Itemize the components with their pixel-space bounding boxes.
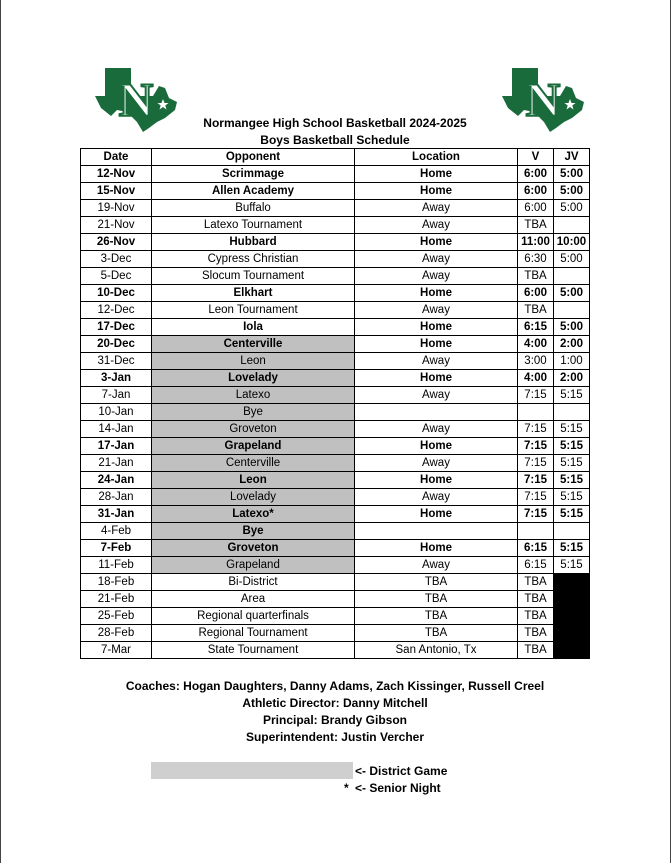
cell-location: Home [355, 166, 518, 183]
cell-opponent: Iola [152, 319, 355, 336]
cell-jv-time: 5:00 [554, 183, 590, 200]
cell-jv-time: 5:15 [554, 489, 590, 506]
cell-varsity-time: 6:00 [518, 183, 554, 200]
cell-location: Away [355, 302, 518, 319]
cell-opponent: Lovelady [152, 489, 355, 506]
cell-jv-time: 5:15 [554, 421, 590, 438]
cell-location: Home [355, 285, 518, 302]
table-row [81, 625, 590, 642]
cell-varsity-time: 3:00 [518, 353, 554, 370]
cell-varsity-time: 11:00 [518, 234, 554, 251]
cell-date: 5-Dec [81, 268, 152, 285]
cell-date: 12-Nov [81, 166, 152, 183]
cell-jv-time [554, 302, 590, 319]
superintendent-line: Superintendent: Justin Vercher [245, 730, 425, 744]
cell-jv-time: 5:15 [554, 455, 590, 472]
table-row [81, 506, 590, 523]
cell-jv-time: 5:15 [554, 472, 590, 489]
cell-date: 7-Jan [81, 387, 152, 404]
cell-opponent: Buffalo [152, 200, 355, 217]
cell-opponent: State Tournament [152, 642, 355, 659]
cell-jv-time: 2:00 [554, 370, 590, 387]
cell-date: 31-Dec [81, 353, 152, 370]
cell-varsity-time: TBA [518, 268, 554, 285]
column-header-varsity: V [518, 149, 554, 166]
cell-date: 28-Feb [81, 625, 152, 642]
cell-varsity-time: 6:30 [518, 251, 554, 268]
cell-varsity-time: 4:00 [518, 336, 554, 353]
cell-location: Away [355, 455, 518, 472]
table-row [81, 200, 590, 217]
column-header-date: Date [81, 149, 152, 166]
cell-jv-time: 5:15 [554, 438, 590, 455]
cell-date: 28-Jan [81, 489, 152, 506]
cell-jv-time: 5:00 [554, 166, 590, 183]
table-row [81, 387, 590, 404]
cell-date: 11-Feb [81, 557, 152, 574]
cell-varsity-time: TBA [518, 591, 554, 608]
schedule-table [80, 148, 590, 659]
column-header-opponent: Opponent [152, 149, 355, 166]
cell-varsity-time: 6:15 [518, 557, 554, 574]
cell-location: Home [355, 506, 518, 523]
table-row [81, 353, 590, 370]
table-row [81, 251, 590, 268]
cell-jv-time: 5:15 [554, 557, 590, 574]
table-header-row [81, 149, 590, 166]
table-row [81, 336, 590, 353]
cell-jv-time [554, 217, 590, 234]
cell-date: 14-Jan [81, 421, 152, 438]
cell-varsity-time: 6:00 [518, 285, 554, 302]
cell-location: TBA [355, 625, 518, 642]
cell-varsity-time: 7:15 [518, 489, 554, 506]
cell-opponent: Grapeland [152, 557, 355, 574]
table-row [81, 166, 590, 183]
cell-opponent: Slocum Tournament [152, 268, 355, 285]
cell-location: Home [355, 370, 518, 387]
cell-date: 26-Nov [81, 234, 152, 251]
cell-jv-time [554, 523, 590, 540]
cell-varsity-time: 7:15 [518, 387, 554, 404]
cell-location: Home [355, 319, 518, 336]
cell-date: 21-Jan [81, 455, 152, 472]
table-row [81, 438, 590, 455]
cell-location: Away [355, 268, 518, 285]
cell-location: Away [355, 421, 518, 438]
cell-date: 3-Dec [81, 251, 152, 268]
cell-jv-time: 5:00 [554, 251, 590, 268]
cell-date: 21-Feb [81, 591, 152, 608]
table-row [81, 489, 590, 506]
cell-varsity-time [518, 523, 554, 540]
cell-location: Home [355, 183, 518, 200]
table-row [81, 285, 590, 302]
cell-date: 24-Jan [81, 472, 152, 489]
cell-opponent: Leon Tournament [152, 302, 355, 319]
page-title: Normangee High School Basketball 2024-2025 [203, 116, 467, 130]
cell-location: TBA [355, 574, 518, 591]
table-row [81, 234, 590, 251]
cell-opponent: Bye [152, 404, 355, 421]
cell-varsity-time: 7:15 [518, 455, 554, 472]
cell-location: Home [355, 472, 518, 489]
cell-location: San Antonio, Tx [355, 642, 518, 659]
cell-opponent: Area [152, 591, 355, 608]
cell-jv-time: 5:00 [554, 319, 590, 336]
cell-location: Home [355, 234, 518, 251]
cell-varsity-time [518, 404, 554, 421]
table-row [81, 591, 590, 608]
cell-location: Away [355, 387, 518, 404]
athletic-director-line: Athletic Director: Danny Mitchell [242, 696, 428, 710]
cell-varsity-time: 6:15 [518, 319, 554, 336]
cell-jv-time [554, 268, 590, 285]
cell-date: 18-Feb [81, 574, 152, 591]
cell-date: 12-Dec [81, 302, 152, 319]
table-row [81, 370, 590, 387]
cell-varsity-time: 6:00 [518, 200, 554, 217]
cell-opponent: Grapeland [152, 438, 355, 455]
cell-date: 21-Nov [81, 217, 152, 234]
cell-varsity-time: TBA [518, 642, 554, 659]
cell-jv-time [554, 608, 590, 625]
column-header-jv: JV [554, 149, 590, 166]
cell-date: 17-Dec [81, 319, 152, 336]
principal-line: Principal: Brandy Gibson [262, 713, 408, 727]
cell-location: Away [355, 353, 518, 370]
cell-date: 10-Jan [81, 404, 152, 421]
cell-opponent: Groveton [152, 540, 355, 557]
cell-opponent: Groveton [152, 421, 355, 438]
page-subtitle: Boys Basketball Schedule [260, 133, 410, 147]
svg-text:N: N [118, 74, 154, 127]
cell-opponent: Leon [152, 353, 355, 370]
svg-text:N: N [525, 74, 561, 127]
table-row [81, 557, 590, 574]
cell-opponent: Leon [152, 472, 355, 489]
schedule-body [81, 166, 590, 659]
cell-opponent: Regional quarterfinals [152, 608, 355, 625]
cell-opponent: Cypress Christian [152, 251, 355, 268]
cell-jv-time [554, 625, 590, 642]
table-row [81, 183, 590, 200]
table-row [81, 217, 590, 234]
district-game-swatch [151, 762, 353, 779]
cell-date: 20-Dec [81, 336, 152, 353]
coaches-line: Coaches: Hogan Daughters, Danny Adams, Zach Kissinger, Russell Creel [125, 679, 545, 693]
cell-location: Home [355, 438, 518, 455]
cell-date: 7-Feb [81, 540, 152, 557]
cell-location: TBA [355, 591, 518, 608]
cell-date: 19-Nov [81, 200, 152, 217]
table-row [81, 574, 590, 591]
cell-location: Away [355, 489, 518, 506]
cell-jv-time [554, 574, 590, 591]
cell-date: 15-Nov [81, 183, 152, 200]
table-row [81, 319, 590, 336]
table-row [81, 404, 590, 421]
cell-location: Away [355, 557, 518, 574]
cell-jv-time: 1:00 [554, 353, 590, 370]
cell-varsity-time: 6:15 [518, 540, 554, 557]
cell-jv-time: 5:15 [554, 540, 590, 557]
cell-date: 4-Feb [81, 523, 152, 540]
cell-date: 31-Jan [81, 506, 152, 523]
column-header-location: Location [355, 149, 518, 166]
cell-jv-time: 5:15 [554, 387, 590, 404]
cell-jv-time: 5:00 [554, 200, 590, 217]
senior-night-label: <- Senior Night [355, 781, 441, 795]
table-row [81, 268, 590, 285]
cell-varsity-time: 7:15 [518, 506, 554, 523]
cell-varsity-time: TBA [518, 608, 554, 625]
cell-opponent: Latexo Tournament [152, 217, 355, 234]
cell-jv-time: 2:00 [554, 336, 590, 353]
cell-opponent: Elkhart [152, 285, 355, 302]
cell-varsity-time: 7:15 [518, 472, 554, 489]
cell-varsity-time: 6:00 [518, 166, 554, 183]
cell-jv-time: 5:15 [554, 506, 590, 523]
table-row [81, 608, 590, 625]
cell-location: Away [355, 251, 518, 268]
cell-opponent: Bye [152, 523, 355, 540]
cell-varsity-time: 7:15 [518, 438, 554, 455]
cell-date: 25-Feb [81, 608, 152, 625]
table-row [81, 455, 590, 472]
cell-jv-time [554, 591, 590, 608]
table-row [81, 523, 590, 540]
cell-varsity-time: 7:15 [518, 421, 554, 438]
cell-varsity-time: TBA [518, 302, 554, 319]
table-row [81, 642, 590, 659]
table-row [81, 472, 590, 489]
cell-location [355, 523, 518, 540]
cell-jv-time [554, 642, 590, 659]
cell-opponent: Latexo* [152, 506, 355, 523]
cell-jv-time: 5:00 [554, 285, 590, 302]
table-row [81, 540, 590, 557]
cell-opponent: Centerville [152, 336, 355, 353]
senior-night-symbol: * [344, 781, 349, 795]
cell-varsity-time: 4:00 [518, 370, 554, 387]
cell-location: Away [355, 200, 518, 217]
cell-location: Away [355, 217, 518, 234]
cell-varsity-time: TBA [518, 574, 554, 591]
district-game-label: <- District Game [355, 764, 448, 778]
cell-location: TBA [355, 608, 518, 625]
table-row [81, 302, 590, 319]
cell-date: 17-Jan [81, 438, 152, 455]
cell-varsity-time: TBA [518, 217, 554, 234]
cell-opponent: Allen Academy [152, 183, 355, 200]
cell-location: Home [355, 540, 518, 557]
cell-opponent: Scrimmage [152, 166, 355, 183]
cell-date: 7-Mar [81, 642, 152, 659]
cell-jv-time: 10:00 [554, 234, 590, 251]
cell-opponent: Latexo [152, 387, 355, 404]
cell-location [355, 404, 518, 421]
table-row [81, 421, 590, 438]
cell-opponent: Regional Tournament [152, 625, 355, 642]
cell-jv-time [554, 404, 590, 421]
cell-date: 10-Dec [81, 285, 152, 302]
cell-location: Home [355, 336, 518, 353]
cell-opponent: Centerville [152, 455, 355, 472]
cell-date: 3-Jan [81, 370, 152, 387]
cell-opponent: Lovelady [152, 370, 355, 387]
cell-varsity-time: TBA [518, 625, 554, 642]
cell-opponent: Bi-District [152, 574, 355, 591]
cell-opponent: Hubbard [152, 234, 355, 251]
